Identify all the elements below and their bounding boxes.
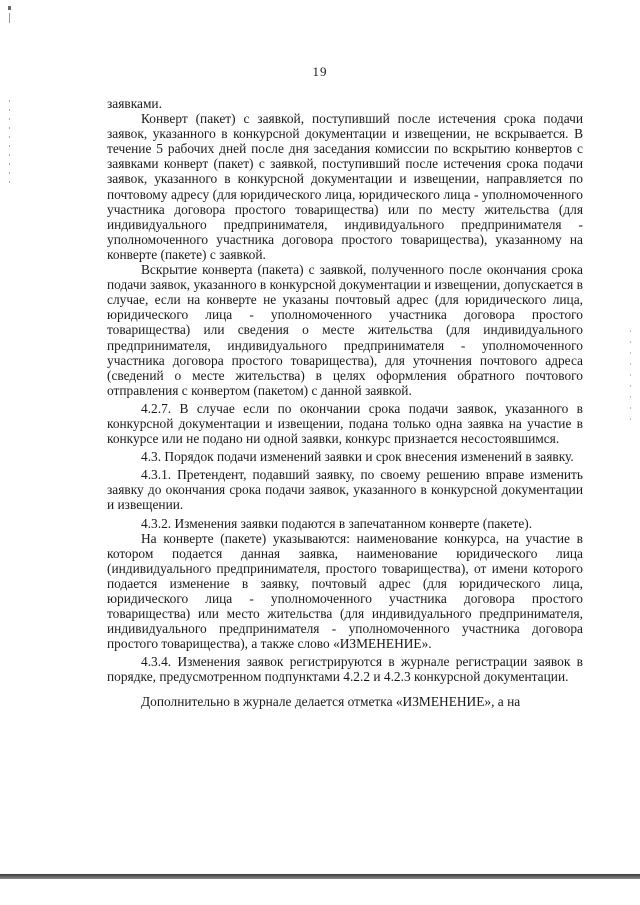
paragraph-continuation: заявками. (107, 96, 162, 111)
scan-artifact-dots (630, 330, 631, 420)
paragraph-late-envelope: Конверт (пакет) с заявкой, поступивший после истечения срока подачи заявок, указанного в конкурсной документации и извещении, не вскрывается. В течение 5 рабочих дней после дня заседания комиссии по вскрытию конвертов с заявками конверт (пакет) с заявкой, поступивший после истечения срока подачи заявок, указанного в конкурсной документации и извещении, направляется по почтовому адресу (для юридического лица, юридического лица - уполномоченного участника договора простого товарищества) или по месту жительства (для индивидуального предпринимателя, индивидуального предпринимателя - уполномоченного участника договора простого товарищества), указанному на конверте (пакете) с заявкой. (107, 111, 583, 262)
paragraph-4-3-4: 4.3.4. Изменения заявок регистрируются в журнале регистрации заявок в порядке, предусмотренном подпунктами 4.2.2 и 4.2.3 конкурсной документации. (107, 654, 583, 685)
paragraph-envelope-opening: Вскрытие конверта (пакета) с заявкой, полученного после окончания срока подачи заявок, указанного в конкурсной документации и извещении, допускается в случае, если на конверте не указаны почтовый адрес (для юридического лица, юридического лица - уполномоченного участника договора простого товарищества) или сведения о месте жительства (для индивидуального предпринимателя, индивидуального предпринимателя - уполномоченного участника договора простого товарищества), для уточнения почтового адреса (сведений о месте жительства) в целях оформления обратного почтового отправления с конвертом (пакетом) с данной заявкой. (107, 262, 583, 398)
paragraph-additional-note: Дополнительно в журнале делается отметка «ИЗМЕНЕНИЕ», а на (141, 693, 521, 709)
scan-artifact-dots (9, 100, 10, 190)
scan-artifact-mark (8, 6, 11, 10)
page-number: 19 (312, 64, 328, 79)
paragraph-4-3: 4.3. Порядок подачи изменений заявки и срок внесения изменений в заявку. (141, 449, 574, 465)
document-body (107, 96, 583, 709)
paragraph-4-2-7: 4.2.7. В случае если по окончании срока подачи заявок, указанного в конкурсной документации и извещении, подана только одна заявка на участие в конкурсе или не подано ни одной заявки, конкурс признается несостоявшимся. (107, 400, 583, 447)
paragraph-4-3-2: 4.3.2. Изменения заявки подаются в запечатанном конверте (пакете). (141, 515, 533, 531)
scan-artifact-mark (9, 13, 10, 23)
paragraph-envelope-marking: На конверте (пакете) указываются: наименование конкурса, на участие в котором подается данная заявка, наименование юридического лица (индивидуального предпринимателя, простого товарищества), от имени которого подается изменение в заявку, почтовый адрес (для юридического лица, юридического лица - уполномоченного участника договора простого товарищества) или место жительства (для индивидуального предпринимателя, индивидуального предпринимателя - уполномоченного участника договора простого товарищества), а также слово «ИЗМЕНЕНИЕ». (107, 530, 583, 652)
scan-bottom-edge (0, 874, 640, 879)
paragraph-4-3-1: 4.3.1. Претендент, подавший заявку, по своему решению вправе изменить заявку до окончания срока подачи заявок, указанного в конкурсной документации и извещении. (107, 467, 583, 513)
